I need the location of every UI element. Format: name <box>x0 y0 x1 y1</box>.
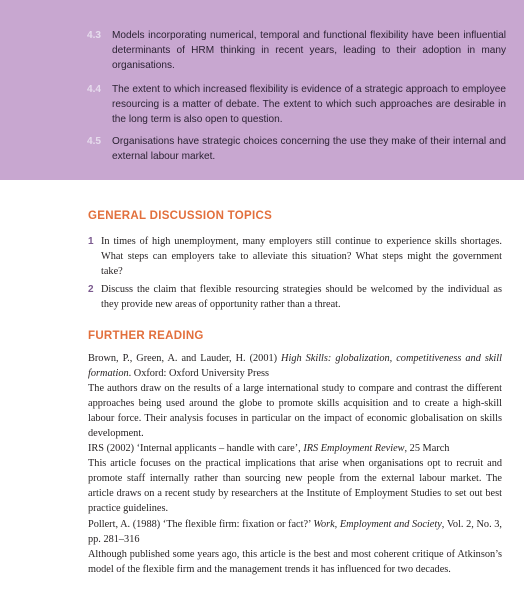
discussion-topic-text: In times of high unemployment, many employers still continue to experience skills shortages. What steps can employers take to alleviate this situation? What steps might the government take? <box>101 236 502 277</box>
further-reading-heading: FURTHER READING <box>88 330 204 342</box>
discussion-topic <box>88 282 502 312</box>
citation-publisher: , 25 March <box>404 443 450 454</box>
summary-point-number: 4.5 <box>87 136 102 147</box>
reading-citation <box>88 351 502 381</box>
citation-title: IRS Employment Review <box>303 443 405 454</box>
reading-annotation: The authors draw on the results of a large international study to compare and contrast the different approaches being used around the globe to promote skills acquisition and to create a high-skill labour force. Their analysis focuses in particular on the impact of economic globalisation on skills development. <box>88 383 502 439</box>
chapter-summary-box <box>0 0 524 180</box>
citation-authors: Pollert, A. (1988) ‘The flexible firm: fixation or fact?’ <box>88 519 314 530</box>
reading-entry <box>88 441 502 516</box>
citation-title: Work, Employment and Society <box>313 519 442 530</box>
citation-publisher: . Oxford: Oxford University Press <box>128 368 270 379</box>
discussion-heading: GENERAL DISCUSSION TOPICS <box>88 210 273 222</box>
citation-publisher: , Vol. 2, No. 3, pp. 281–316 <box>88 519 502 545</box>
discussion-topic <box>88 234 502 279</box>
reading-entry <box>88 351 502 441</box>
summary-point <box>88 82 506 127</box>
summary-point <box>88 134 506 164</box>
discussion-topic-number: 2 <box>88 284 94 295</box>
summary-point-text: The extent to which increased flexibility is evidence of a strategic approach to employee resourcing is a matter of debate. The extent to which such approaches are desirable in the long term is also open to question. <box>112 84 506 125</box>
reading-citation <box>88 441 502 456</box>
summary-point-number: 4.4 <box>87 84 102 95</box>
citation-authors: IRS (2002) ‘Internal applicants – handle with care’, <box>88 443 304 454</box>
summary-point-number: 4.3 <box>87 30 102 41</box>
discussion-topic-text: Discuss the claim that flexible resourcing strategies should be welcomed by the individual as they provide new areas of opportunity rather than a threat. <box>101 284 502 310</box>
reading-annotation: This article focuses on the practical implications that arise when organisations opt to recruit and promote staff internally rather than sourcing new people from the external labour market. The article draws on a recent study by researchers at the Institute of Employment Studies to set out best practice guidelines. <box>88 458 502 514</box>
reading-entry <box>88 517 502 577</box>
summary-point-text: Organisations have strategic choices concerning the use they make of their internal and external labour market. <box>112 136 506 162</box>
citation-authors: Brown, P., Green, A. and Lauder, H. (2001) <box>88 353 282 364</box>
summary-point <box>88 28 506 73</box>
summary-point-text: Models incorporating numerical, temporal and functional flexibility have been influential determinants of HRM thinking in recent years, leading to their adoption in many organisations. <box>112 30 506 71</box>
discussion-topic-number: 1 <box>88 236 94 247</box>
reading-citation <box>88 517 502 547</box>
reading-annotation: Although published some years ago, this article is the best and most coherent critique of Atkinson’s model of the flexible firm and the management trends it has influenced for two decades. <box>88 549 502 575</box>
citation-title: High Skills: globalization, competitiveness and skill formation <box>88 353 503 379</box>
